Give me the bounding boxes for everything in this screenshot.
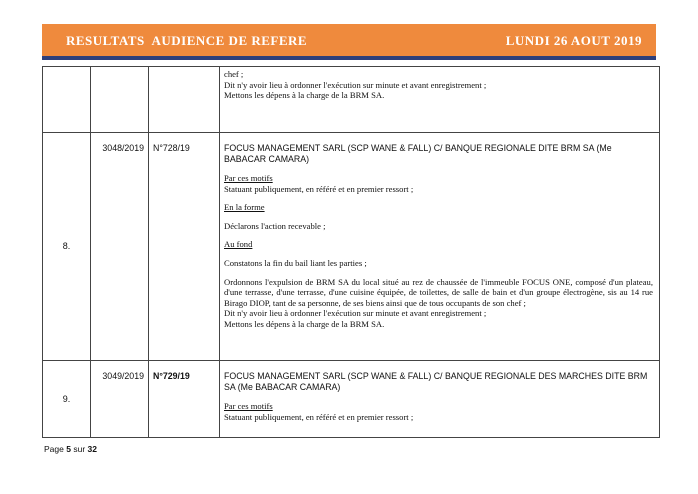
depens-text: Mettons les dépens à la charge de la BRM SA. [224,318,385,329]
header-date: LUNDI 26 AOUT 2019 [505,33,642,48]
footer-total: 32 [87,444,97,454]
table-row [43,67,660,133]
decision-line: Mettons les dépens à la charge de la BRM SA. [224,90,385,101]
rg-cell [91,67,149,133]
table-row [43,133,660,361]
ordonnance-number: N°728/19 [149,133,220,361]
expulsion-text: Ordonnons l'expulsion de BRM SA du local situé au rez de chaussée de l'immeuble FOCUS ONE, composé d'un plateau, d'une terrasse, d'une terrasse, d'une cuisine équipée, de toilettes, de salle de bain et d'un groupe électrogène, sis au 14 rue Birago DIOP, tant de sa personne, de ses biens ainsi que de tous occupants de son chef ; [224,276,653,308]
number-cell [43,67,91,133]
case-number: 8. [43,133,91,361]
decision-cell [220,133,660,361]
table-row [43,361,660,438]
motifs-heading: Par ces motifs [224,401,273,411]
fond-heading: Au fond [224,239,253,250]
dit-text: Dit n'y avoir lieu à ordonner l'exécution sur minute et avant enregistrement ; [224,308,487,319]
parties-text: FOCUS MANAGEMENT SARL (SCP WANE & FALL) C/ BANQUE REGIONALE DES MARCHES DITE BRM SA (Me BABACAR CAMARA) [224,371,648,392]
parties-text: FOCUS MANAGEMENT SARL (SCP WANE & FALL) C/ BANQUE REGIONALE DITE BRM SA (Me BABACAR CAMARA) [224,143,612,164]
page-header-band [42,24,656,60]
ordonnance-number: N°729/19 [149,361,220,438]
constat-text: Constatons la fin du bail liant les parties ; [224,257,367,268]
decision-line: Dit n'y avoir lieu à ordonner l'exécution sur minute et avant enregistrement ; [224,79,487,90]
footer-prefix: Page [44,444,64,454]
statuant-text: Statuant publiquement, en référé et en premier ressort ; [224,183,414,194]
rg-number: 3048/2019 [91,133,149,361]
decision-cell [220,67,660,133]
decision-line: chef ; [224,69,244,79]
rg-number: 3049/2019 [91,361,149,438]
statuant-text: Statuant publiquement, en référé et en premier ressort ; [224,411,414,422]
motifs-heading: Par ces motifs [224,173,273,183]
case-number: 9. [43,361,91,438]
footer-page: 5 [66,444,71,454]
page-footer [44,444,97,454]
forme-text: Déclarons l'action recevable ; [224,220,326,231]
ordonnance-cell [149,67,220,133]
forme-heading: En la forme [224,202,265,213]
results-table [42,66,660,438]
decision-cell [220,361,660,438]
footer-sep: sur [73,444,86,454]
header-title: RESULTATS AUDIENCE DE REFERE [66,33,308,48]
